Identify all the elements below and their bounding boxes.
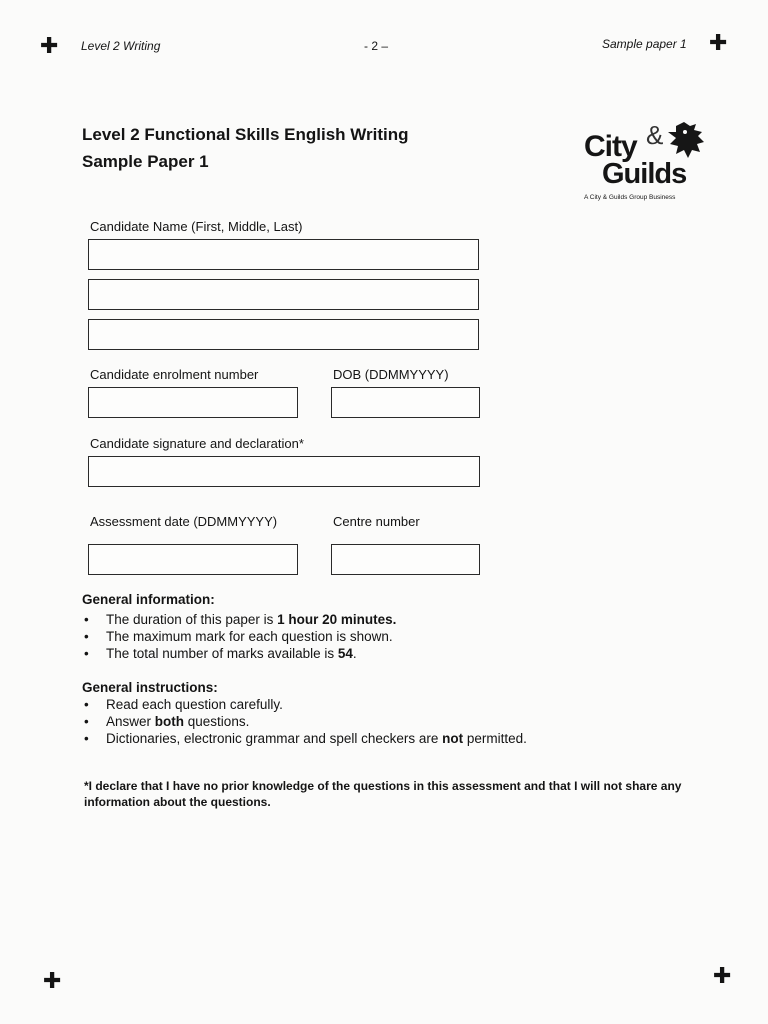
candidate-name-field-2[interactable] xyxy=(88,279,479,310)
assessment-date-field[interactable] xyxy=(88,544,298,575)
candidate-name-label: Candidate Name (First, Middle, Last) xyxy=(90,219,303,234)
list-item: • Answer both questions. xyxy=(82,713,527,730)
registration-mark-bottom-left: ✚ xyxy=(43,968,62,993)
registration-mark-bottom-right: ✚ xyxy=(713,963,732,988)
centre-number-field[interactable] xyxy=(331,544,480,575)
list-item: • The duration of this paper is 1 hour 20 minutes. xyxy=(82,611,396,628)
centre-number-label: Centre number xyxy=(333,514,420,529)
signature-field[interactable] xyxy=(88,456,480,487)
lion-emblem-icon xyxy=(664,120,706,160)
dob-label: DOB (DDMMYYYY) xyxy=(333,367,449,382)
title-line-1: Level 2 Functional Skills English Writing xyxy=(82,125,409,144)
header-right: Sample paper 1 xyxy=(602,37,687,51)
header-left: Level 2 Writing xyxy=(81,39,161,53)
dob-field[interactable] xyxy=(331,387,480,418)
declaration-note: *I declare that I have no prior knowledge of the questions in this assessment and that I will not share any information about the questions. xyxy=(84,779,682,809)
candidate-name-field-3[interactable] xyxy=(88,319,479,350)
city-and-guilds-logo xyxy=(578,118,706,208)
general-instructions-list xyxy=(82,696,527,747)
logo-tagline: A City & Guilds Group Business xyxy=(584,194,676,201)
logo-word-city: City xyxy=(584,130,637,163)
assessment-date-label: Assessment date (DDMMYYYY) xyxy=(90,514,278,529)
header-page-number: - 2 – xyxy=(364,39,389,53)
general-instructions-heading: General instructions: xyxy=(82,680,218,695)
list-item: • The maximum mark for each question is shown. xyxy=(82,628,396,645)
logo-ampersand: & xyxy=(646,120,663,150)
enrolment-number-field[interactable] xyxy=(88,387,298,418)
list-item: • The total number of marks available is 54. xyxy=(82,645,396,662)
registration-mark-top-left: ✚ xyxy=(40,33,59,58)
candidate-name-field-1[interactable] xyxy=(88,239,479,270)
title-line-2: Sample Paper 1 xyxy=(82,152,209,171)
page-title xyxy=(82,121,409,175)
registration-mark-top-right: ✚ xyxy=(709,30,728,55)
logo-word-guilds: Guilds xyxy=(602,158,687,190)
list-item: • Dictionaries, electronic grammar and spell checkers are not permitted. xyxy=(82,730,527,747)
signature-label: Candidate signature and declaration* xyxy=(90,436,304,451)
enrolment-number-label: Candidate enrolment number xyxy=(90,367,259,382)
list-item: • Read each question carefully. xyxy=(82,696,527,713)
general-information-heading: General information: xyxy=(82,592,215,607)
general-information-list xyxy=(82,611,396,662)
